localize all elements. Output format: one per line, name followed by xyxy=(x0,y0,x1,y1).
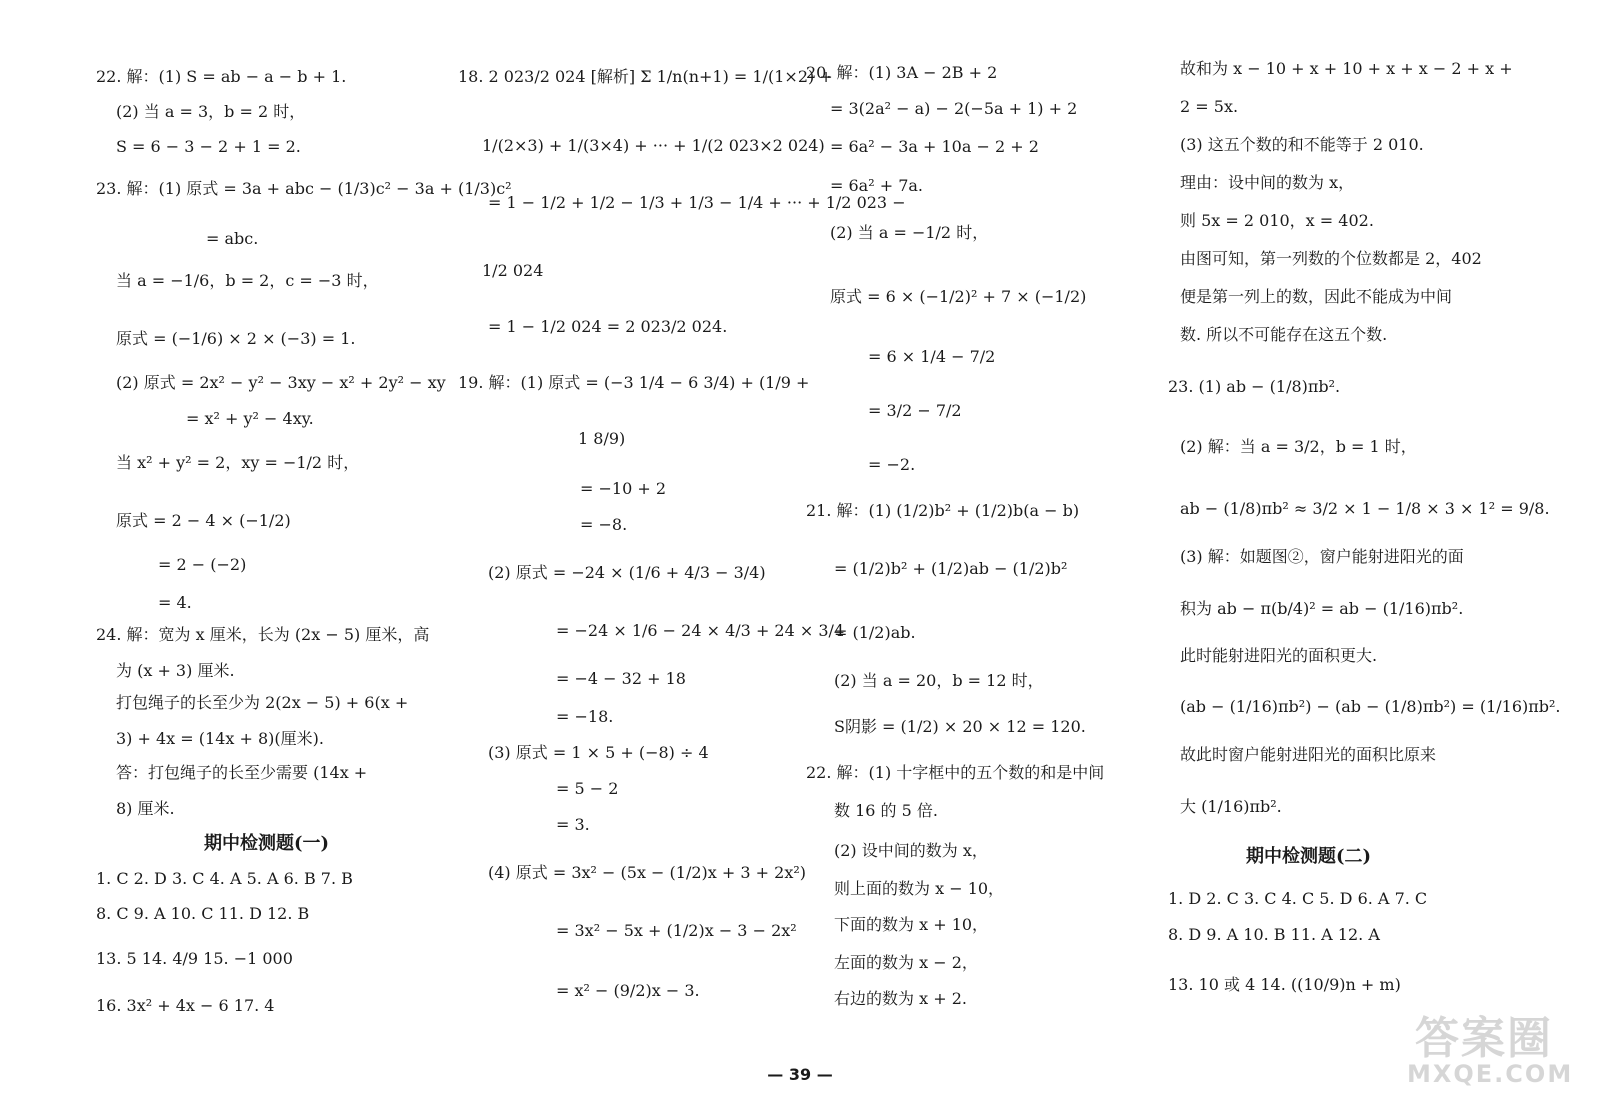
answer-line: = −2. xyxy=(868,455,916,474)
section-heading: 期中检测题(二) xyxy=(1246,846,1372,867)
answer-line: S阴影 = (1/2) × 20 × 12 = 120. xyxy=(834,717,1086,736)
answer-line: 由图可知，第一列数的个位数都是 2，402 xyxy=(1180,249,1482,268)
answer-line: = 4. xyxy=(158,593,192,612)
answer-line: = 2 − (−2) xyxy=(158,555,247,574)
answer-line: 下面的数为 x + 10， xyxy=(834,915,989,934)
answer-line: = 3x² − 5x + (1/2)x − 3 − 2x² xyxy=(556,921,797,940)
answer-line: 1/2 024 xyxy=(482,261,544,280)
answer-line: 积为 ab − π(b/4)² = ab − (1/16)πb². xyxy=(1180,599,1464,618)
answer-line: 左面的数为 x − 2， xyxy=(834,953,978,972)
answer-line: 打包绳子的长至少为 2(2x − 5) + 6(x + xyxy=(116,693,409,712)
answer-line: (4) 原式 = 3x² − (5x − (1/2)x + 3 + 2x²) xyxy=(488,863,807,882)
answer-line: 13. 5 14. 4/9 15. −1 000 xyxy=(96,949,293,968)
answer-line: = 5 − 2 xyxy=(556,779,619,798)
answer-line: = −4 − 32 + 18 xyxy=(556,669,686,688)
answer-line: 数. 所以不可能存在这五个数. xyxy=(1180,325,1388,344)
answer-line: = −24 × 1/6 − 24 × 4/3 + 24 × 3/4 xyxy=(556,621,845,640)
answer-line: = 6 × 1/4 − 7/2 xyxy=(868,347,996,366)
answer-line: 1. D 2. C 3. C 4. C 5. D 6. A 7. C xyxy=(1168,889,1428,908)
answer-line: (ab − (1/16)πb²) − (ab − (1/8)πb²) = (1/16)πb². xyxy=(1180,697,1561,716)
answer-line: = 3. xyxy=(556,815,590,834)
answer-line: 8. D 9. A 10. B 11. A 12. A xyxy=(1168,925,1380,944)
answer-line: 23. 解：(1) 原式 = 3a + abc − (1/3)c² − 3a + (1/3)c² xyxy=(96,179,512,198)
answer-line: = 3(2a² − a) − 2(−5a + 1) + 2 xyxy=(830,99,1078,118)
answer-line: (2) 当 a = 3，b = 2 时， xyxy=(116,102,306,121)
answer-line: (2) 原式 = 2x² − y² − 3xy − x² + 2y² − xy xyxy=(116,373,446,392)
answer-column-1 xyxy=(96,0,512,1060)
answer-line: 当 a = −1/6，b = 2，c = −3 时， xyxy=(116,271,379,290)
answer-line: = 1 − 1/2 024 = 2 023/2 024. xyxy=(488,317,728,336)
answer-line: = abc. xyxy=(206,229,259,248)
section-heading: 期中检测题(一) xyxy=(204,833,330,854)
answer-line: 原式 = 2 − 4 × (−1/2) xyxy=(116,511,291,530)
answer-line: 便是第一列上的数，因此不能成为中间 xyxy=(1180,287,1453,306)
answer-line: 23. (1) ab − (1/8)πb². xyxy=(1168,377,1341,396)
answer-line: 16. 3x² + 4x − 6 17. 4 xyxy=(96,996,275,1015)
answer-line: = x² − (9/2)x − 3. xyxy=(556,981,700,1000)
answer-line: 3) + 4x = (14x + 8)(厘米). xyxy=(116,729,324,748)
answer-line: (2) 当 a = −1/2 时， xyxy=(830,223,989,242)
answer-line: = −18. xyxy=(556,707,614,726)
answer-line: 1 8/9) xyxy=(578,429,626,448)
watermark-text: 答案圈 xyxy=(1415,1013,1553,1064)
answer-column-3 xyxy=(806,0,1166,1060)
answer-line: (2) 解：当 a = 3/2，b = 1 时， xyxy=(1180,437,1417,456)
answer-line: = 6a² − 3a + 10a − 2 + 2 xyxy=(830,137,1039,156)
answer-line: 22. 解：(1) S = ab − a − b + 1. xyxy=(96,67,347,86)
answer-line: 为 (x + 3) 厘米. xyxy=(116,661,235,680)
answer-line: 原式 = 6 × (−1/2)² + 7 × (−1/2) xyxy=(830,287,1087,306)
answer-line: 21. 解：(1) (1/2)b² + (1/2)b(a − b) xyxy=(806,501,1080,520)
answer-line: 当 x² + y² = 2，xy = −1/2 时， xyxy=(116,453,360,472)
answer-line: (3) 这五个数的和不能等于 2 010. xyxy=(1180,135,1424,154)
answer-line: (2) 原式 = −24 × (1/6 + 4/3 − 3/4) xyxy=(488,563,766,582)
answer-line: 右边的数为 x + 2. xyxy=(834,989,967,1008)
answer-line: 2 = 5x. xyxy=(1180,97,1239,116)
answer-line: 1/(2×3) + 1/(3×4) + ··· + 1/(2 023×2 024) xyxy=(482,136,825,155)
answer-line: 8) 厘米. xyxy=(116,799,175,818)
answer-line: 20. 解：(1) 3A − 2B + 2 xyxy=(806,63,998,82)
answer-line: 则上面的数为 x − 10， xyxy=(834,879,1005,898)
answer-line: 22. 解：(1) 十字框中的五个数的和是中间 xyxy=(806,763,1105,782)
answer-line: (3) 解：如题图②，窗户能射进阳光的面 xyxy=(1180,547,1464,566)
page-number: — 39 — xyxy=(767,1065,833,1084)
answer-line: 答：打包绳子的长至少需要 (14x + xyxy=(116,763,368,782)
answer-line: = 1 − 1/2 + 1/2 − 1/3 + 1/3 − 1/4 + ··· + 1/2 023 − xyxy=(488,193,906,212)
answer-line: = −8. xyxy=(580,515,628,534)
answer-line: 理由：设中间的数为 x， xyxy=(1180,173,1355,192)
answer-line: 此时能射进阳光的面积更大. xyxy=(1180,646,1378,665)
answer-line: = −10 + 2 xyxy=(580,479,667,498)
answer-line: 24. 解：宽为 x 厘米，长为 (2x − 5) 厘米，高 xyxy=(96,625,430,644)
answer-line: (2) 当 a = 20，b = 12 时， xyxy=(834,671,1044,690)
answer-line: 1. C 2. D 3. C 4. A 5. A 6. B 7. B xyxy=(96,869,353,888)
watermark-domain: MXQE.COM xyxy=(1407,1060,1574,1088)
answer-line: (3) 原式 = 1 × 5 + (−8) ÷ 4 xyxy=(488,743,709,762)
answer-line: ab − (1/8)πb² ≈ 3/2 × 1 − 1/8 × 3 × 1² = 9/8. xyxy=(1180,499,1550,518)
answer-line: 8. C 9. A 10. C 11. D 12. B xyxy=(96,904,310,923)
answer-line: = x² + y² − 4xy. xyxy=(186,409,314,428)
answer-line: 18. 2 023/2 024 [解析] Σ 1/n(n+1) = 1/(1×2) + xyxy=(458,67,833,86)
answer-line: S = 6 − 3 − 2 + 1 = 2. xyxy=(116,137,301,156)
answer-line: 原式 = (−1/6) × 2 × (−3) = 1. xyxy=(116,329,356,348)
answer-line: = (1/2)b² + (1/2)ab − (1/2)b² xyxy=(834,559,1068,578)
answer-line: 13. 10 或 4 14. ((10/9)n + m) xyxy=(1168,975,1401,994)
answer-line: 19. 解：(1) 原式 = (−3 1/4 − 6 3/4) + (1/9 + xyxy=(458,373,810,392)
answer-line: 数 16 的 5 倍. xyxy=(834,801,938,820)
answer-line: = (1/2)ab. xyxy=(834,623,916,642)
answer-line: 大 (1/16)πb². xyxy=(1180,797,1282,816)
answer-line: 故和为 x − 10 + x + 10 + x + x − 2 + x + xyxy=(1180,59,1513,78)
answer-line: (2) 设中间的数为 x， xyxy=(834,841,988,860)
answer-column-4 xyxy=(1168,0,1568,1060)
answer-line: 故此时窗户能射进阳光的面积比原来 xyxy=(1180,745,1437,764)
answer-line: = 3/2 − 7/2 xyxy=(868,401,962,420)
watermark-logo xyxy=(1395,1000,1585,1100)
answer-line: 则 5x = 2 010，x = 402. xyxy=(1180,211,1374,230)
answer-line: = 6a² + 7a. xyxy=(830,176,924,195)
